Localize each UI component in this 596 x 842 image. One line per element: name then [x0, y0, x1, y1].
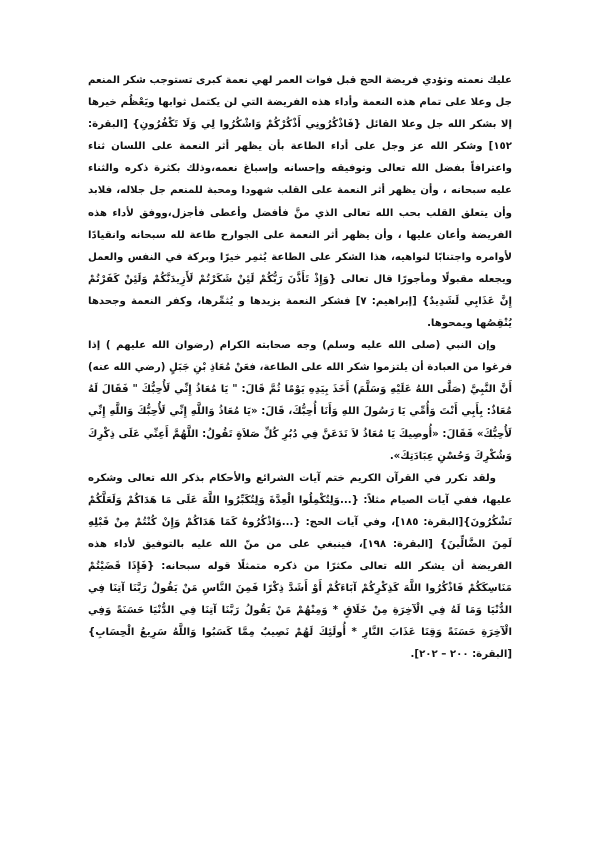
- body-text: [88, 70, 512, 667]
- paragraph-quran-verses: ولقد تكرر في القرآن الكريم ختم آيات الشرائع والأحكام بذكر الله تعالى وشكره عليها، ففي آيات الصيام مثلاً: {...وَلِتُكْمِلُوا الْعِدَّةَ وَلِتُكَبِّرُوا اللَّهَ عَلَى مَا هَدَاكُمْ وَلَعَلَّكُمْ تَشْكُرُونَ}[البقرة: ١٨٥]، وفي آيات الحج: {...وَاذْكُرُوهُ كَمَا هَدَاكُمْ وَإِنْ كُنْتُمْ مِنْ قَبْلِهِ لَمِنَ الضَّالِّينَ} [البقرة: ١٩٨]، فينبغي على من منّ الله عليه بالتوفيق لأداء هذه الفريضة أن يشكر الله تعالى مكثرًا من ذكره متمثلًا قوله سبحانه: {فَإِذَا قَضَيْتُمْ مَنَاسِكَكُمْ فَاذْكُرُوا اللَّهَ كَذِكْرِكُمْ آبَاءَكُمْ أَوْ أَشَدَّ ذِكْرًا فَمِنَ النَّاسِ مَنْ يَقُولُ رَبَّنَا آتِنَا فِي الدُّنْيَا وَمَا لَهُ فِي الْآخِرَةِ مِنْ خَلَاقٍ * وَمِنْهُمْ مَنْ يَقُولُ رَبَّنَا آتِنَا فِي الدُّنْيَا حَسَنَةً وَفِي الْآخِرَةِ حَسَنَةً وَقِنَا عَذَابَ النَّارِ * أُولَئِكَ لَهُمْ نَصِيبٌ مِمَّا كَسَبُوا وَاللَّهُ سَرِيعُ الْحِسَابِ}[البقرة: ٢٠٠ – ٢٠٢].: [88, 472, 513, 661]
- paragraph-gratitude-for-hajj: عليك نعمته وتؤدي فريضة الحج قبل فوات العمر لهي نعمة كبرى تستوجب شكر المنعم جل وعلا على تمام هذه النعمة وأداء هذه الفريضة التي لن يكتمل ثوابها ويَعْظُم خيرها إلا بشكر الله جل وعلا القائل {فَاذْكُرُونِي أَذْكُرْكُمْ وَاشْكُرُوا لِي وَلَا تَكْفُرُونِ} [البقرة: ١٥٢] وشكر الله عز وجل على أداء الطاعة بأن يظهر أثر النعمة على اللسان ثناء واعترافاً بفضل الله تعالى وتوفيقه وإحسانه وإسباغ نعمه،وذلك بكثرة ذكره والثناء عليه سبحانه ، وأن يظهر أثر النعمة على القلب شهودا ومحبة للمنعم جل جلاله، فلابد وأن يتعلق القلب بحب الله تعالى الذي منَّ فأفضل وأعطى فأجزل،ووفق لأداء هذه الفريضة وأعان عليها ، وأن يظهر أثر النعمة على الجوارح طاعة لله سبحانه وانقيادًا لأوامره واجتنابًا لنواهيه، هذا الشكر على الطاعة يُثمِر خيرًا وبركة في النفس والعمل ويجعله مقبولًا ومأجورًا قال تعالى {وَإِذْ تَأَذَّنَ رَبُّكُمْ لَئِنْ شَكَرْتُمْ لَأَزِيدَنَّكُمْ وَلَئِنْ كَفَرْتُمْ إِنَّ عَذَابِي لَشَدِيدٌ} [إبراهيم: ٧] فشكر النعمة يزيدها و يُثمِّرها، وكفر النعمة وجحدها يُنْقِصُها ويمحوها.: [88, 75, 512, 330]
- paragraph-hadith-muadh: وإن النبي (صلى الله عليه وسلم) وجه صحابته الكرام (رضوان الله عليهم ) إذا فرغوا من العبادة أن يلتزموا شكر الله على الطاعة، فعَنْ مُعَاذِ بْنِ جَبَلٍ (رضي الله عنه) أَنَّ النَّبِيَّ (صَلَّى اللهُ عَلَيْهِ وَسَلَّمَ) أَخَذَ بِيَدِهِ يَوْمًا ثُمَّ قَالَ: " يَا مُعَاذُ إِنِّي لَأُحِبُّكَ " فَقَالَ لَهُ مُعَاذٌ: بِأَبِي أَنْتَ وَأُمِّي يَا رَسُولَ اللهِ وَأَنَا أُحِبُّكَ، قَالَ: «يَا مُعَاذُ وَاللَّهِ إِنِّي لَأُحِبُّكَ وَاللَّهِ إِنِّي لَأُحِبُّكَ» فَقَالَ: «أُوصِيكَ يَا مُعَاذُ لاَ تَدَعَنَّ فِي دُبُرِ كُلِّ صَلاَةٍ تَقُولُ: اللَّهُمَّ أَعِنِّي عَلَى ذِكْرِكَ وَشُكْرِكَ وَحُسْنِ عِبَادَتِكَ».: [88, 340, 512, 462]
